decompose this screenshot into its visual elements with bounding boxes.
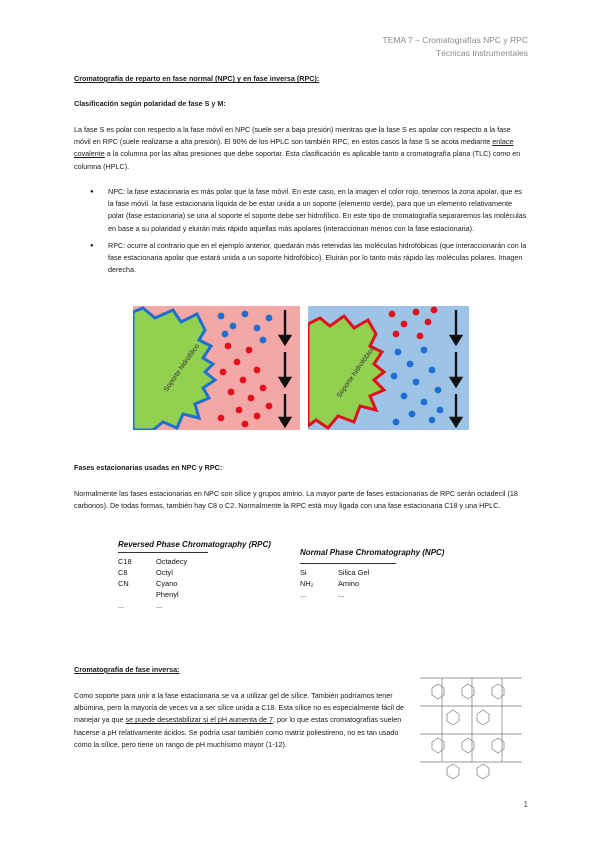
npc-cell-name: Amino [338, 579, 359, 588]
section3-title: Cromatografía de fase inversa: [74, 665, 180, 674]
rpc-cell-name: Octyl [156, 568, 173, 577]
section3-paragraph [74, 690, 404, 751]
table-row [300, 567, 444, 578]
npc-diagram [133, 306, 300, 430]
section1-subtitle: Clasificación según polaridad de fase S y M: [74, 99, 226, 108]
npc-table-rule [300, 563, 396, 564]
rpc-table [118, 540, 271, 611]
section2-title: Fases estacionarias usadas en NPC y RPC: [74, 463, 223, 472]
page-header [383, 34, 529, 60]
rpc-cell-code: CN [118, 579, 129, 588]
rpc-cell-code: ... [118, 601, 125, 610]
rpc-cell-name: ... [156, 601, 163, 610]
bullet-rpc: ● RPC: ocurre al contrario que en el ejemplo anterior, quedarán más retenidas las moléculas hidrofóbicas (que interaccionarán con la fase estacionaria apolar que estará unida a un soporte hidrofóbico). Eluirán por lo tanto más rápido las moléculas polares. Imagen derecha. [90, 240, 528, 277]
bullet-npc: ● NPC: la fase estacionaria es más polar que la fase móvil. En este caso, en la imagen el color rojo, tenemos la zona apolar, que es la fase móvil. la fase estacionaria líquida de be estar unida a un soporte (elemento verde), para que un elemento relativamente polar (fase estacionaria) se una al soporte el soporte debe ser hidrofílico. En este tipo de cromatografía separaremos las moléculas en base a su polaridad y eluirán más rápido aquellas más apolares (interaccionan menos con la fase estacionaria). [90, 186, 528, 235]
npc-table-title: Normal Phase Chromatography (NPC) [300, 548, 445, 557]
table-row [300, 589, 444, 600]
npc-support-label: Soporte hidrofílico [162, 342, 202, 394]
table-row [118, 600, 271, 611]
bullet-list [90, 186, 528, 281]
table-row [118, 567, 271, 578]
rpc-figure [308, 306, 469, 430]
section2-paragraph: Normalmente las fases estacionarias en NPC son sílice y grupos amino. La mayor parte de fases estacionarias de RPC serán octadecil (18 carbonos). De todas formas, también hay C8 o C2. Normalmente la RPC está muy ligada con una fase estacionaria C18 y una HPLC. [74, 489, 518, 511]
rpc-support-label: Soporte hidrofóbico [335, 345, 377, 400]
npc-cell-code: ... [300, 590, 307, 599]
rpc-table-title: Reversed Phase Chromatography (RPC) [118, 540, 271, 549]
npc-cell-code: NH₂ [300, 579, 314, 588]
section3-underlined: se puede desestabilizar si el pH aumenta de 7 [125, 715, 273, 725]
header-subject: Técnicas Instrumentales [435, 48, 528, 58]
rpc-cell-name: Cyano [156, 579, 178, 588]
section1-title: Cromatografía de reparto en fase normal (NPC) y en fase inversa (RPC): [74, 74, 320, 83]
rpc-diagram [308, 306, 469, 430]
structure-drawing [416, 672, 526, 784]
header-title: TEMA 7 – Cromatografías NPC y RPC [382, 35, 528, 45]
npc-figure [133, 306, 300, 430]
table-row [118, 589, 271, 600]
table-row [300, 578, 444, 589]
section3-text-b: , por lo que estas cromatografías suelen hacerse a pH relativamente ácidos. Se podría usar también como matriz poliestireno, no es tan usado como la sílice, pero tiene un rango de pH muchísimo mayor (1-12). [74, 715, 402, 749]
table-row [118, 578, 271, 589]
npc-cell-name: ... [338, 590, 345, 599]
rpc-table-rule [118, 552, 208, 553]
section3-text-a: Como soporte para unir a la fase estacionaria se va a utilizar gel de sílice. También podríamos tener albúmina, pero la mayoría de veces va a ser sílice unida a C18. Esta sílice no es especialmente fácil de manejar ya que [74, 691, 405, 725]
para1-underlined: enlace covalente [74, 137, 514, 159]
npc-cell-code: Si [300, 568, 307, 577]
section1-paragraph [74, 124, 528, 173]
rpc-cell-code: C18 [118, 557, 132, 566]
npc-table [300, 548, 444, 600]
rpc-cell-name: Octadecy [156, 557, 188, 566]
npc-cell-name: Silica Gel [338, 568, 370, 577]
para1-text-a: La fase S es polar con respecto a la fase móvil en NPC (suele ser a baja presión) mientras que la fase S es apolar con respecto a la fase móvil en RPC (suele realizarse a alta presión). El 90% de los HPLC son también RPC, en estos casos la fase S se acota mediante [74, 125, 511, 147]
rpc-cell-code: C8 [118, 568, 128, 577]
polystyrene-structure-image [416, 672, 526, 784]
table-row [118, 556, 271, 567]
page-number: 1 [523, 800, 528, 809]
para1-text-b: a la columna por las altas presiones que debe soportar. Esta clasificación es aplicable tanto a cromatografía plana (TLC) como en columna (HPLC). [74, 149, 521, 171]
rpc-cell-code [118, 589, 156, 600]
rpc-cell-name: Phenyl [156, 590, 179, 599]
